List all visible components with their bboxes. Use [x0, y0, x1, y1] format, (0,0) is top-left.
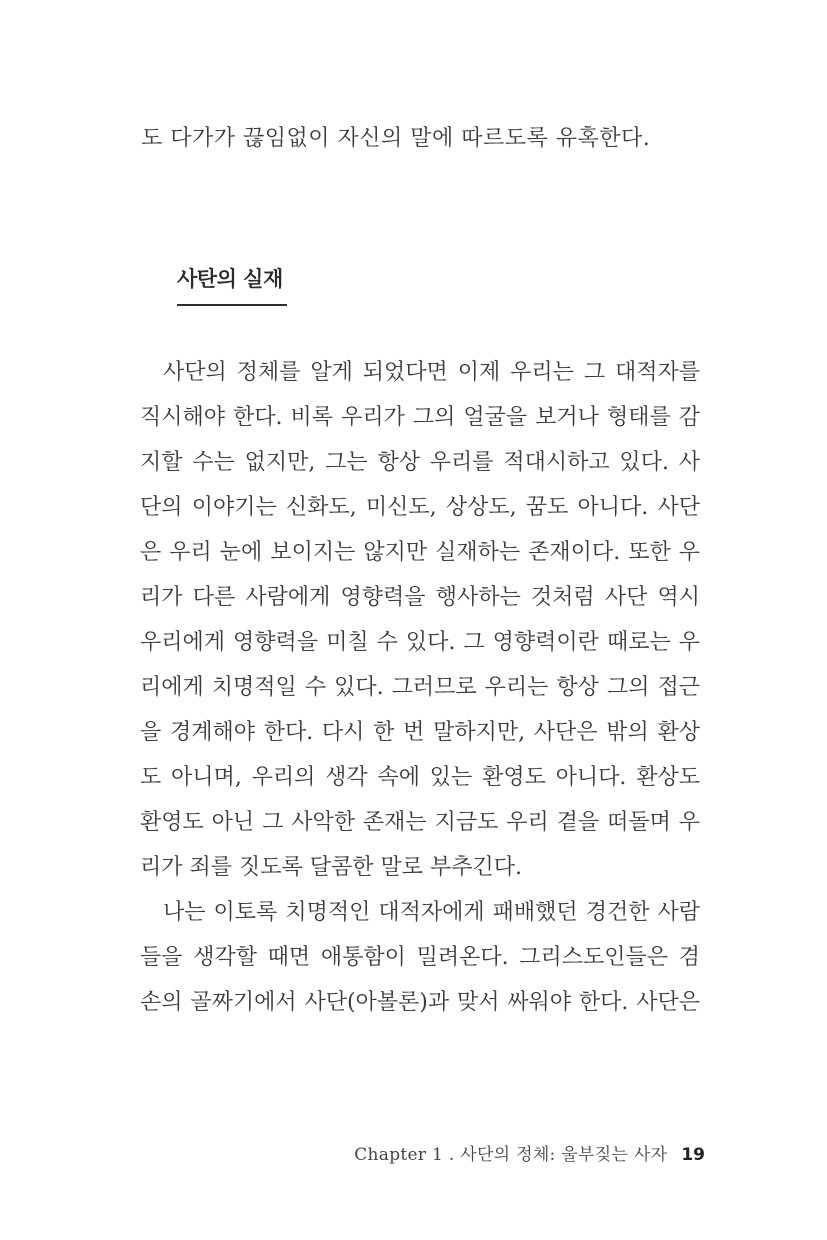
body-line: 리에게 치명적일 수 있다. 그러므로 우리는 항상 그의 접근 — [140, 675, 700, 700]
body-line: 손의 골짜기에서 사단(아볼론)과 맞서 싸워야 한다. 사단은 — [140, 990, 700, 1015]
body-line: 직시해야 한다. 비록 우리가 그의 얼굴을 보거나 형태를 감 — [140, 405, 700, 430]
section-heading: 사탄의 실재 — [177, 263, 287, 306]
body-line: 리가 죄를 짓도록 달콤한 말로 부추긴다. — [140, 855, 522, 880]
body-line: 단의 이야기는 신화도, 미신도, 상상도, 꿈도 아니다. 사단 — [140, 495, 700, 520]
page-footer — [140, 1140, 705, 1165]
body-line: 을 경계해야 한다. 다시 한 번 말하지만, 사단은 밖의 환상 — [140, 720, 700, 745]
chapter-running-title: Chapter 1 . 사단의 정체: 울부짖는 사자 — [354, 1145, 668, 1165]
body-line: 은 우리 눈에 보이지는 않지만 실재하는 존재이다. 또한 우 — [140, 540, 700, 565]
top-paragraph-fragment: 도 다가가 끊임없이 자신의 말에 따르도록 유혹한다. — [141, 126, 651, 151]
body-line: 나는 이토록 치명적인 대적자에게 패배했던 경건한 사람 — [163, 900, 700, 925]
page-number: 19 — [681, 1145, 705, 1165]
body-line: 우리에게 영향력을 미칠 수 있다. 그 영향력이란 때로는 우 — [140, 630, 700, 655]
body-line: 리가 다른 사람에게 영향력을 행사하는 것처럼 사단 역시 — [140, 585, 700, 610]
body-line: 지할 수는 없지만, 그는 항상 우리를 적대시하고 있다. 사 — [140, 450, 700, 475]
body-line: 도 아니며, 우리의 생각 속에 있는 환영도 아니다. 환상도 — [140, 765, 700, 790]
body-line: 들을 생각할 때면 애통함이 밀려온다. 그리스도인들은 겸 — [140, 945, 700, 970]
body-line: 사단의 정체를 알게 되었다면 이제 우리는 그 대적자를 — [163, 360, 700, 385]
body-line: 환영도 아닌 그 사악한 존재는 지금도 우리 곁을 떠돌며 우 — [140, 810, 700, 835]
body-paragraphs — [140, 350, 700, 1025]
